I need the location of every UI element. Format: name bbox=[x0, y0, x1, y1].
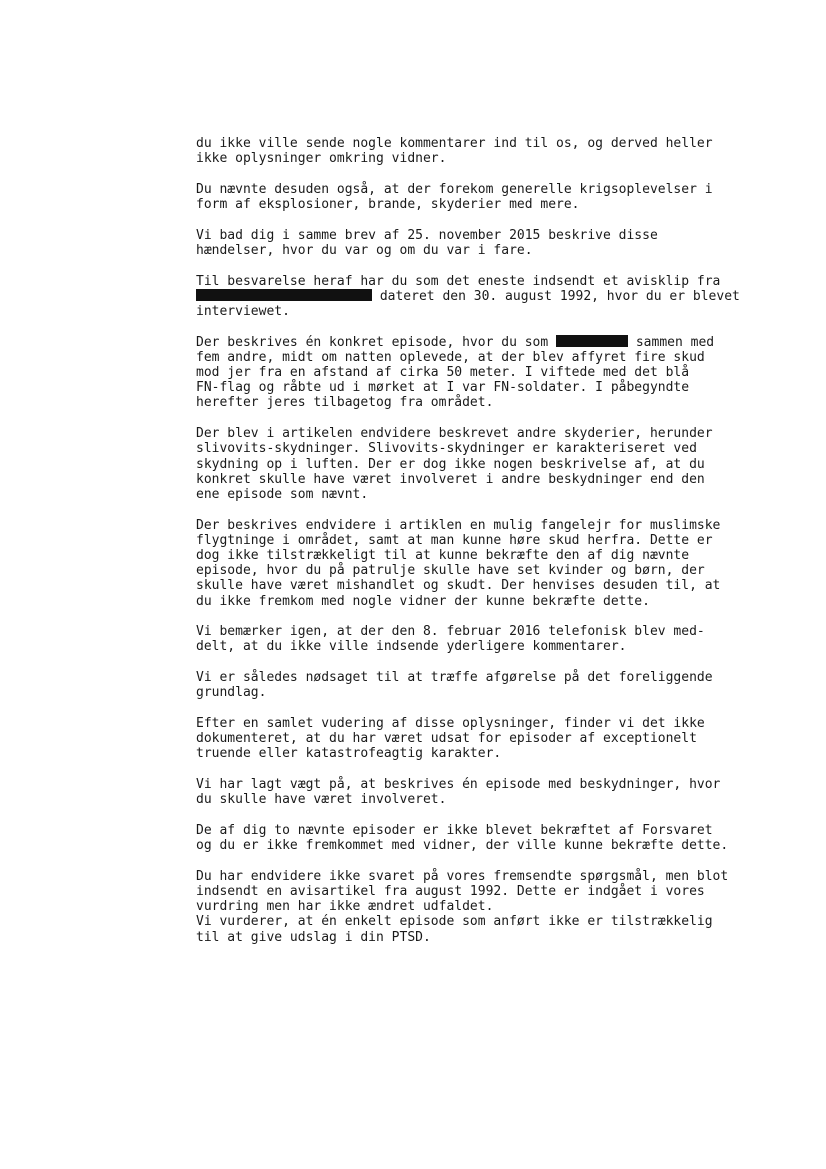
letter-body bbox=[196, 136, 776, 945]
text-line: Til besvarelse heraf har du som det eneste indsendt et avisklip fra bbox=[196, 273, 721, 289]
paragraph-3 bbox=[196, 228, 776, 258]
text-line: interviewet. bbox=[196, 304, 290, 319]
text-line: skulle have været mishandlet og skudt. Der henvises desuden til, at bbox=[196, 578, 721, 594]
paragraph-2 bbox=[196, 182, 776, 212]
text-line: du ikke fremkom med nogle vidner der kunne bekræfte dette. bbox=[196, 593, 650, 609]
text-line: ene episode som nævnt. bbox=[196, 486, 369, 502]
paragraph-12 bbox=[196, 823, 776, 853]
text-line: De af dig to nævnte episoder er ikke blevet bekræftet af Forsvaret bbox=[196, 822, 713, 838]
text-line: flygtninge i området, samt at man kunne høre skud herfra. Dette er bbox=[196, 532, 713, 548]
text-line: skydning op i luften. Der er dog ikke nogen beskrivelse af, at du bbox=[196, 456, 705, 472]
text-line: vurdring men har ikke ændret udfaldet. bbox=[196, 899, 494, 915]
text-line: du ikke ville sende nogle kommentarer ind til os, og derved heller bbox=[196, 136, 713, 151]
text-line: Vi bad dig i samme brev af 25. november 2015 beskrive disse bbox=[196, 227, 658, 243]
text-line: Der beskrives endvidere i artiklen en mulig fangelejr for muslimske bbox=[196, 517, 721, 533]
text-fragment: Der beskrives én konkret episode, hvor du som bbox=[196, 334, 557, 350]
text-line: herefter jeres tilbagetog fra området. bbox=[196, 395, 494, 411]
paragraph-8 bbox=[196, 624, 776, 654]
text-line: konkret skulle have været involveret i andre beskydninger end den bbox=[196, 471, 705, 487]
text-line-with-redaction bbox=[196, 335, 776, 350]
text-line: Der blev i artikelen endvidere beskrevet andre skyderier, herunder bbox=[196, 426, 713, 442]
text-line: Vi har lagt vægt på, at beskrives én episode med beskydninger, hvor bbox=[196, 777, 721, 792]
text-line: Du har endvidere ikke svaret på vores fremsendte spørgsmål, men blot bbox=[196, 868, 729, 884]
text-line: og du er ikke fremkommet med vidner, der ville kunne bekræfte dette. bbox=[196, 838, 729, 854]
text-line: episode, hvor du på patrulje skulle have set kvinder og børn, der bbox=[196, 563, 705, 579]
text-line-with-redaction bbox=[196, 289, 776, 304]
paragraph-13 bbox=[196, 869, 776, 945]
paragraph-9 bbox=[196, 670, 776, 700]
redaction-block bbox=[196, 289, 372, 301]
text-fragment: sammen med bbox=[628, 334, 715, 350]
text-line: du skulle have været involveret. bbox=[196, 792, 447, 808]
text-line: Du nævnte desuden også, at der forekom generelle krigsoplevelser i bbox=[196, 181, 713, 197]
text-line: ikke oplysninger omkring vidner. bbox=[196, 151, 447, 167]
text-fragment: dateret den 30. august 1992, hvor du er blevet bbox=[372, 288, 740, 304]
text-line: hændelser, hvor du var og om du var i fare. bbox=[196, 242, 533, 258]
text-line: slivovits-skydninger. Slivovits-skydninger er karakteriseret ved bbox=[196, 441, 697, 457]
text-line: FN-flag og råbte ud i mørket at I var FN-soldater. I påbegyndte bbox=[196, 380, 690, 396]
text-line: Vi vurderer, at én enkelt episode som anført ikke er tilstrækkelig bbox=[196, 914, 713, 930]
text-line: fem andre, midt om natten oplevede, at der blev affyret fire skud bbox=[196, 349, 705, 365]
paragraph-10 bbox=[196, 716, 776, 762]
text-line: grundlag. bbox=[196, 685, 267, 701]
paragraph-6 bbox=[196, 426, 776, 502]
text-line: delt, at du ikke ville indsende yderligere kommentarer. bbox=[196, 639, 627, 655]
text-line: Vi er således nødsaget til at træffe afgørelse på det foreliggende bbox=[196, 670, 713, 686]
paragraph-7 bbox=[196, 518, 776, 609]
text-line: til at give udslag i din PTSD. bbox=[196, 929, 431, 945]
paragraph-1 bbox=[196, 136, 776, 166]
text-line: indsendt en avisartikel fra august 1992. Dette er indgået i vores bbox=[196, 883, 705, 899]
redaction-block bbox=[556, 335, 628, 347]
text-line: Vi bemærker igen, at der den 8. februar 2016 telefonisk blev med- bbox=[196, 624, 705, 640]
paragraph-11 bbox=[196, 777, 776, 807]
text-line: dog ikke tilstrækkeligt til at kunne bekræfte den af dig nævnte bbox=[196, 547, 690, 563]
text-line: mod jer fra en afstand af cirka 50 meter. I viftede med det blå bbox=[196, 365, 690, 381]
text-line: Efter en samlet vudering af disse oplysninger, finder vi det ikke bbox=[196, 715, 705, 731]
paragraph-4 bbox=[196, 274, 776, 320]
text-line: truende eller katastrofeagtig karakter. bbox=[196, 746, 502, 762]
paragraph-5 bbox=[196, 335, 776, 411]
text-line: dokumenteret, at du har været udsat for episoder af exceptionelt bbox=[196, 731, 697, 747]
text-line: form af eksplosioner, brande, skyderier med mere. bbox=[196, 197, 580, 213]
